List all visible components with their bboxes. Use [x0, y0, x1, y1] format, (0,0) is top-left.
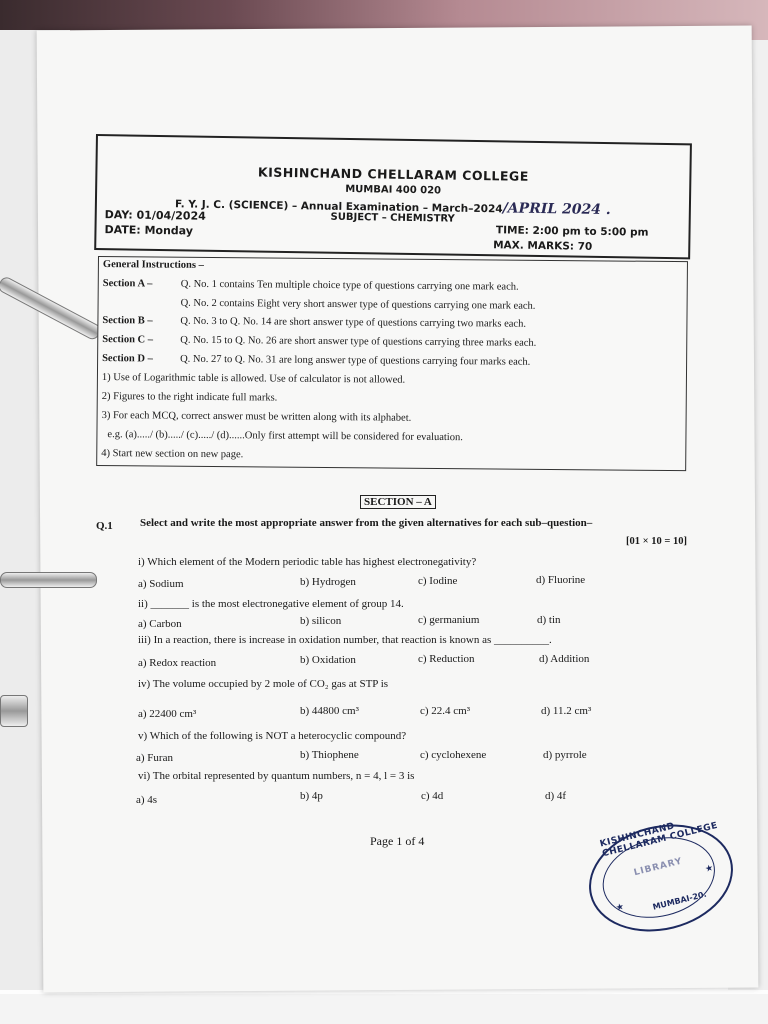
- option-b: b) 4p: [300, 790, 323, 802]
- option-c: c) Reduction: [418, 653, 475, 665]
- rule-text: e.g. (a)...../ (b)...../ (c)...../ (d)......Only first attempt will be considered for evaluation.: [107, 429, 463, 444]
- section-label: Section A –: [102, 278, 153, 290]
- option-b: b) Hydrogen: [300, 576, 356, 588]
- instruction-rule: [107, 429, 463, 443]
- instruction-rule: [101, 448, 243, 460]
- exam-max-marks: MAX. MARKS: 70: [493, 239, 593, 253]
- sub-question: vi) The orbital represented by quantum numbers, n = 4, l = 3 is: [138, 770, 415, 782]
- section-text: Q. No. 3 to Q. No. 14 are short answer type of questions carrying two marks each.: [180, 315, 527, 330]
- option-d: d) pyrrole: [543, 749, 587, 761]
- question-number: Q.1: [96, 520, 113, 532]
- option-d: d) 4f: [545, 790, 567, 802]
- section-label: [103, 305, 181, 306]
- option-a: a) Furan: [136, 752, 173, 764]
- option-a: a) 22400 cm³: [138, 708, 197, 720]
- option-b: b) Oxidation: [300, 654, 356, 666]
- exam-day: DAY: 01/04/2024: [104, 208, 206, 223]
- stamp-college-name: KISHINCHAND CHELLARAM COLLEGE: [598, 820, 719, 860]
- college-city: MUMBAI 400 020: [345, 183, 442, 197]
- option-c: c) 22.4 cm³: [420, 705, 471, 717]
- option-c: c) cyclohexene: [420, 749, 487, 761]
- exam-header-box: [94, 134, 692, 259]
- instruction-section-row: [102, 315, 526, 330]
- option-a: a) 4s: [136, 794, 158, 806]
- section-label: Section C –: [102, 334, 154, 346]
- option-a: a) Carbon: [138, 618, 182, 630]
- section-text: Q. No. 27 to Q. No. 31 are long answer type of questions carrying four marks each.: [180, 353, 531, 368]
- rule-text: 3) For each MCQ, correct answer must be written along with its alphabet.: [101, 410, 412, 424]
- sub-question: iv) The volume occupied by 2 mole of CO₂ gas at STP is: [138, 678, 389, 690]
- star-icon: ★: [704, 863, 715, 875]
- instruction-section-row: [102, 353, 530, 368]
- general-instructions-box: [96, 256, 688, 471]
- binder-ring-middle: [0, 572, 97, 588]
- instruction-section-row: [102, 334, 536, 349]
- sub-question: v) Which of the following is NOT a heterocyclic compound?: [138, 730, 407, 742]
- stamp-city: MUMBAI-20.: [651, 889, 708, 912]
- rule-text: 2) Figures to the right indicate full marks.: [101, 391, 278, 404]
- section-label: Section D –: [102, 353, 153, 365]
- section-a-title: SECTION – A: [360, 495, 436, 509]
- exam-subject: SUBJECT – CHEMISTRY: [330, 211, 455, 225]
- instruction-rule: [102, 372, 405, 386]
- instruction-section-row: [103, 297, 536, 312]
- exam-title-text: F. Y. J. C. (SCIENCE) – Annual Examination – March–2024: [174, 198, 503, 216]
- option-c: c) Iodine: [418, 575, 458, 587]
- option-c: c) 4d: [421, 790, 444, 802]
- section-text: Q. No. 2 contains Eight very short answer type of questions carrying one mark each.: [180, 297, 536, 312]
- instruction-rule: [102, 391, 278, 404]
- option-a: a) Redox reaction: [138, 657, 217, 669]
- page-number: Page 1 of 4: [370, 834, 425, 848]
- option-d: d) Addition: [539, 653, 590, 665]
- background-bottom: [0, 994, 768, 1024]
- stamp-library-text: LIBRARY: [632, 856, 684, 879]
- option-b: b) 44800 cm³: [300, 705, 359, 717]
- section-text: Q. No. 15 to Q. No. 26 are short answer type of questions carrying three marks each.: [180, 334, 537, 349]
- rule-text: 1) Use of Logarithmic table is allowed. Use of calculator is not allowed.: [101, 372, 406, 386]
- option-d: d) Fluorine: [536, 574, 586, 586]
- sub-question: i) Which element of the Modern periodic table has highest electronegativity?: [138, 556, 477, 568]
- option-b: b) silicon: [300, 615, 342, 627]
- exam-date: DATE: Monday: [104, 223, 194, 238]
- sub-question: ii) _______ is the most electronegative element of group 14.: [138, 598, 404, 610]
- binder-ring-bottom: [0, 695, 28, 727]
- handwritten-note: /APRIL 2024 .: [502, 200, 611, 219]
- question-heading: Select and write the most appropriate answer from the given alternatives for each sub–question–: [140, 517, 593, 529]
- option-a: a) Sodium: [138, 578, 184, 590]
- question-marks: [01 × 10 = 10]: [626, 536, 687, 547]
- section-text: Q. No. 1 contains Ten multiple choice type of questions carrying one mark each.: [180, 278, 519, 293]
- instructions-title: General Instructions –: [102, 259, 204, 271]
- exam-time: TIME: 2:00 pm to 5:00 pm: [495, 224, 649, 239]
- option-c: c) germanium: [418, 614, 480, 626]
- option-d: d) 11.2 cm³: [541, 705, 592, 717]
- college-name: KISHINCHAND CHELLARAM COLLEGE: [257, 164, 529, 184]
- instruction-rule: [102, 410, 412, 424]
- option-d: d) tin: [537, 614, 561, 626]
- instruction-section-row: [103, 278, 519, 293]
- rule-text: 4) Start new section on new page.: [101, 448, 244, 461]
- sub-question: iii) In a reaction, there is increase in oxidation number, that reaction is known as __________.: [138, 634, 552, 646]
- option-b: b) Thiophene: [300, 749, 359, 761]
- star-icon: ★: [614, 901, 626, 914]
- section-label: Section B –: [102, 315, 153, 327]
